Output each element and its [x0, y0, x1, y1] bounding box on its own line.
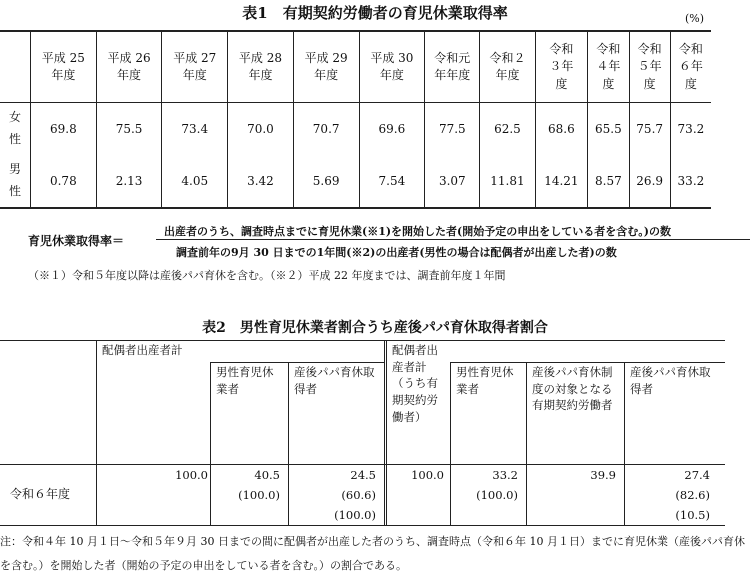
- table1-value-cell: 75.7: [629, 103, 670, 156]
- table1-value-cell: 11.81: [480, 155, 535, 208]
- table1-value-cell: 3.42: [228, 155, 294, 208]
- table1-value-cell: 65.5: [588, 103, 629, 156]
- table1-value-cell: 68.6: [535, 103, 588, 156]
- t2-papa-leave-header: 産後パパ育休取得者: [294, 365, 375, 396]
- table1-value-cell: 8.57: [588, 155, 629, 208]
- table1-header-cell: [425, 31, 480, 103]
- table1-header-line: ３年: [549, 59, 574, 74]
- table1-value-cell: 70.0: [228, 103, 294, 156]
- table1-row-label-char: 性: [8, 184, 21, 198]
- footnote: 注：令和４年 10 月１日～令和５年９月 30 日までの間に配偶者が出産した者のうち、調査時点（令和６年 10 月１日）までに育児休業（産後パパ育休を含む。）を開始した者（開始の予定の申出をしている者を含む。）の割合である。: [0, 535, 745, 572]
- t2-v-spouse-total: 100.0: [175, 468, 208, 482]
- table1-value-cell: 4.05: [162, 155, 228, 208]
- table1-header-line: 令和: [596, 41, 621, 56]
- t2-v-papa-leave2: 27.4: [684, 468, 710, 482]
- table1-header-cell: [588, 31, 629, 103]
- t2-v-male-leave2-pct: (100.0): [476, 488, 518, 502]
- formula-denominator: 調査前年の9月 30 日までの1年間(※2)の出産者(男性の場合は配偶者が出産した者)の数: [176, 246, 617, 259]
- table1-value-cell: 5.69: [293, 155, 359, 208]
- table1-header-line: ４年: [596, 59, 621, 74]
- table1-header-cell: [162, 31, 228, 103]
- table1-header-line: 平成 26: [107, 50, 151, 65]
- t2-v-male-leave: 40.5: [254, 468, 280, 482]
- table1-header-line: 度: [602, 76, 615, 91]
- table1-row-male: [0, 155, 711, 208]
- table1-row-female: [0, 103, 711, 156]
- table1-header-cell: [535, 31, 588, 103]
- table1-header-line: 令和: [637, 41, 662, 56]
- table1-value-cell: 69.8: [31, 103, 97, 156]
- formula-label: 育児休業取得率＝: [28, 234, 125, 248]
- table1-header-line: 年度: [314, 68, 339, 82]
- table1-header-line: 令和: [678, 41, 703, 56]
- table1-value-cell: 33.2: [670, 155, 711, 208]
- t2-spouse-fixed-header: 配偶者出産者計（うち有期契約労働者）: [392, 343, 438, 424]
- table1-value-cell: 75.5: [96, 103, 162, 156]
- table1-header-cell: [228, 31, 294, 103]
- formula-fraction-bar: [156, 239, 750, 240]
- table1-header-cell: [31, 31, 97, 103]
- table1-value-cell: 73.2: [677, 122, 705, 136]
- table1-header-line: 令和２: [489, 50, 526, 65]
- table1-row-label: [0, 103, 31, 156]
- table1-header-line: ６年: [678, 59, 703, 74]
- table1-header-line: 年度: [379, 68, 404, 82]
- table1-header-line: 令和: [549, 41, 574, 56]
- t2-v-male-leave-pct: (100.0): [238, 488, 280, 502]
- table1-header-cell: [359, 31, 425, 103]
- table1-value-cell: 2.13: [96, 155, 162, 208]
- table1: [0, 30, 711, 209]
- t2-v-papa-leave: 24.5: [350, 468, 376, 482]
- table1-header-row: [0, 31, 711, 103]
- table2-grid: [0, 340, 725, 526]
- table1-header-line: 平成 30: [370, 50, 414, 65]
- table1-header-line: 年度: [117, 68, 142, 82]
- table1-value-cell: 77.5: [425, 103, 480, 156]
- table1-header-cell: [480, 31, 535, 103]
- table1-header-line: 平成 29: [304, 50, 348, 65]
- t2-v-papa-eligible: 39.9: [590, 468, 616, 482]
- table1-header-line: 平成 25: [41, 50, 85, 65]
- t2-male-leave2-header: 男性育児休業者: [456, 365, 514, 396]
- t2-v-male-leave2: 33.2: [492, 468, 518, 482]
- table1-header-cell: [629, 31, 670, 103]
- table1-value-cell: 70.7: [293, 103, 359, 156]
- table1-corner-cell: [0, 31, 31, 103]
- t2-papa-eligible-header: 産後パパ育休制度の対象となる有期契約労働者: [532, 365, 613, 413]
- table1-row-label-char: 男: [8, 162, 21, 177]
- t2-v-papa-leave2-pct1: (82.6): [675, 488, 710, 502]
- table1-row-label-char: 性: [8, 132, 21, 146]
- table1-header-line: 年度: [182, 68, 207, 82]
- formula-note: （※１）令和５年度以降は産後パパ育休を含む。（※２）平成 22 年度までは、調査前年度１年間: [28, 269, 506, 282]
- table1-value-cell: 62.5: [480, 103, 535, 156]
- table1-header-line: 平成 28: [238, 50, 282, 65]
- table1-header-line: 年度: [51, 68, 76, 82]
- table1-header-line: 年度: [248, 68, 273, 82]
- t2-v-papa-leave-pct2: (100.0): [334, 508, 376, 522]
- table1-value-cell: 73.4: [162, 103, 228, 156]
- table1-value-cell: 26.9: [629, 155, 670, 208]
- unit-label: (%): [684, 12, 704, 25]
- table1-header-line: 度: [555, 76, 568, 91]
- table1-value-cell: 0.78: [31, 155, 97, 208]
- table1-header-line: 令和元: [434, 50, 471, 65]
- t2-v-spouse-fixed: 100.0: [411, 468, 444, 482]
- t2-v-papa-leave-pct1: (60.6): [341, 488, 376, 502]
- table1-value-cell: 3.07: [425, 155, 480, 208]
- t2-row-label: 令和６年度: [10, 487, 71, 501]
- table1-header-line: 年年度: [434, 68, 471, 82]
- table1-header-line: 年度: [495, 68, 520, 82]
- t2-male-leave-header: 男性育児休業者: [216, 365, 274, 396]
- table1-title: 表1 有期契約労働者の育児休業取得率: [242, 4, 508, 22]
- table1-value-cell: 14.21: [535, 155, 588, 208]
- table1-header-line: 度: [643, 76, 656, 91]
- t2-spouse-total-header: 配偶者出産者計: [102, 343, 183, 357]
- formula-numerator: 出産者のうち、調査時点までに育児休業(※1)を開始した者(開始予定の申出をしている者を含む。)の数: [164, 225, 671, 238]
- table1-header-cell: [670, 31, 711, 103]
- table2-title: 表2 男性育児休業者割合うち産後パパ育休取得者割合: [202, 320, 548, 336]
- table1-row-label-char: 女: [8, 110, 21, 125]
- table1-header-line: 平成 27: [173, 50, 217, 65]
- table1-value-cell: 69.6: [359, 103, 425, 156]
- table1-header-cell: [96, 31, 162, 103]
- table1-row-label: [0, 155, 31, 208]
- table1-header-cell: [293, 31, 359, 103]
- t2-v-papa-leave2-pct2: (10.5): [675, 508, 710, 522]
- table1-header-line: ５年: [637, 59, 662, 74]
- t2-papa-leave2-header: 産後パパ育休取得者: [630, 365, 711, 396]
- table1-header-line: 度: [684, 76, 697, 91]
- table1-value-cell: 7.54: [359, 155, 425, 208]
